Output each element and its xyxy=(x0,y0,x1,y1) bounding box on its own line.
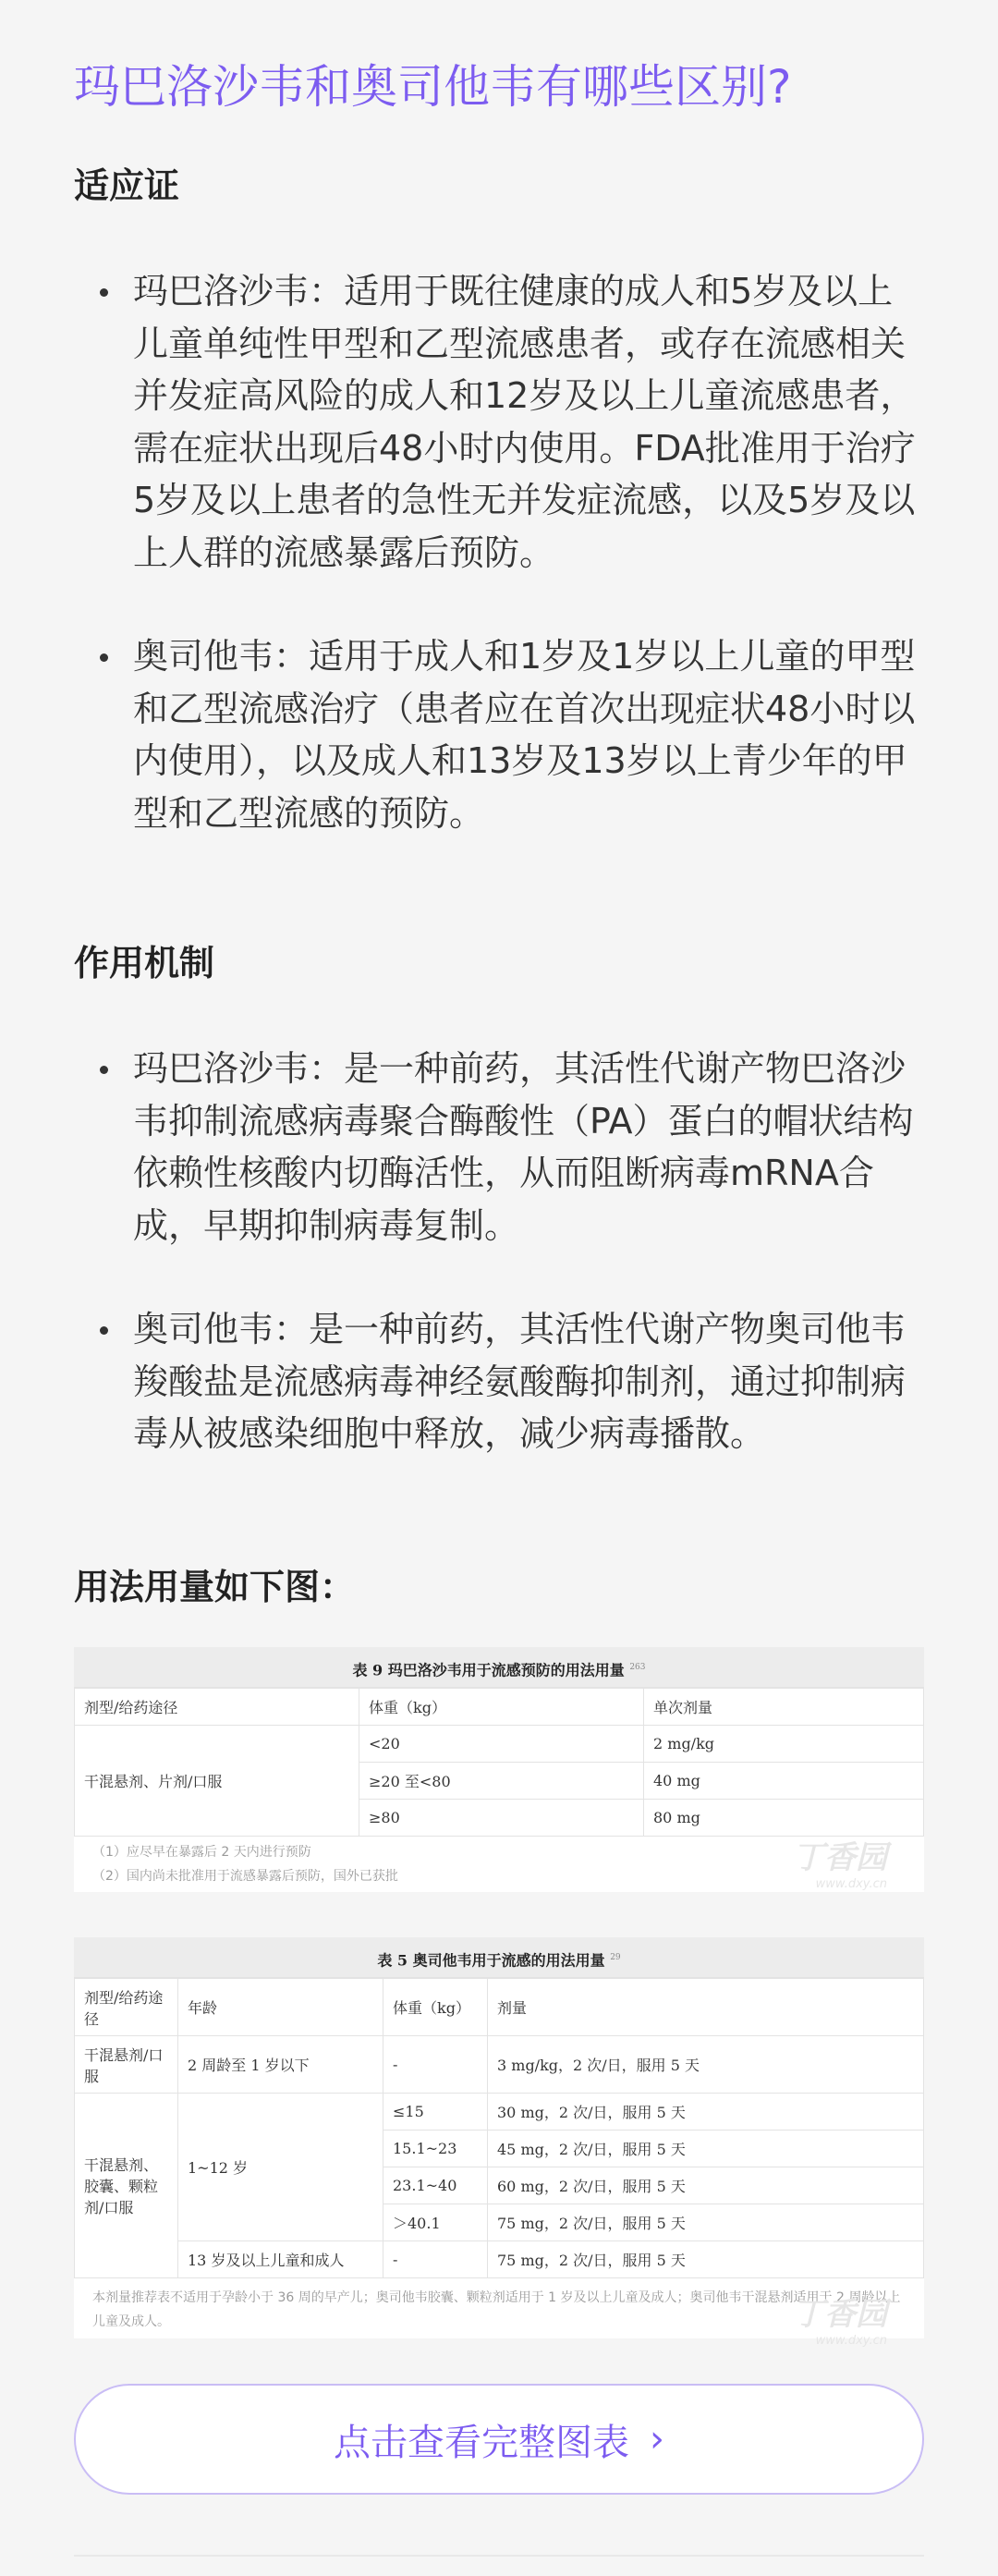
table-cell: 60 mg，2 次/日，服用 5 天 xyxy=(488,2167,924,2204)
table-header: 体重（kg） xyxy=(359,1689,644,1726)
section-heading-dosage: 用法用量如下图： xyxy=(74,1567,356,1607)
table-cell: 3 mg/kg，2 次/日，服用 5 天 xyxy=(488,2036,924,2094)
table-header: 年龄 xyxy=(178,1979,383,2036)
watermark-logo: 丁香园 www.dxy.cn xyxy=(793,1839,887,1891)
table-header: 剂型/给药途径 xyxy=(75,1689,359,1726)
table-cell: 干混悬剂、胶囊、颗粒剂/口服 xyxy=(75,2094,178,2278)
list-item: 奥司他韦：是一种前药，其活性代谢产物奥司他韦羧酸盐是流感病毒神经氨酸酶抑制剂，通过抑制病毒从被感染细胞中释放，减少病毒播散。 xyxy=(74,1303,924,1460)
mechanism-list xyxy=(74,1043,924,1512)
table-cell: - xyxy=(383,2036,488,2094)
table-cell: 45 mg，2 次/日，服用 5 天 xyxy=(488,2130,924,2167)
table-header: 单次剂量 xyxy=(644,1689,924,1726)
table-header: 剂量 xyxy=(488,1979,924,2036)
table-cell: <20 xyxy=(359,1726,644,1763)
table-cell: 75 mg，2 次/日，服用 5 天 xyxy=(488,2204,924,2241)
section-heading-indications: 适应证 xyxy=(74,165,180,206)
table-header: 剂型/给药途径 xyxy=(75,1979,178,2036)
table-cell: 80 mg xyxy=(644,1800,924,1837)
table-cell: ≥80 xyxy=(359,1800,644,1837)
divider xyxy=(74,2555,924,2557)
table-notes: （1）应尽早在暴露后 2 天内进行预防 （2）国内尚未批准用于流感暴露后预防，国外已获批 xyxy=(74,1837,924,1892)
table-caption: 表 5 奥司他韦用于流感的用法用量 $^{29}$ xyxy=(74,1937,924,1978)
table-cell: 2 mg/kg xyxy=(644,1726,924,1763)
list-item: 奥司他韦：适用于成人和1岁及1岁以上儿童的甲型和乙型流感治疗（患者应在首次出现症状48小时以内使用），以及成人和13岁及13岁以上青少年的甲型和乙型流感的预防。 xyxy=(74,630,924,839)
view-full-chart-label: 点击查看完整图表 xyxy=(334,2421,629,2464)
table-cell: 干混悬剂、片剂/口服 xyxy=(75,1726,359,1837)
table-cell: - xyxy=(383,2241,488,2278)
view-full-chart-button[interactable] xyxy=(74,2384,924,2495)
table-cell: ≤15 xyxy=(383,2094,488,2130)
table-cell: 75 mg，2 次/日，服用 5 天 xyxy=(488,2241,924,2278)
table-notes: 本剂量推荐表不适用于孕龄小于 36 周的早产儿；奥司他韦胶囊、颗粒剂适用于 1 岁及以上儿童及成人；奥司他韦干混悬剂适用于 2 周龄以上儿童及成人。 xyxy=(74,2278,924,2338)
dosage-table-baloxavir[interactable] xyxy=(74,1647,924,1891)
chevron-right-icon: › xyxy=(650,2418,664,2460)
list-item: 玛巴洛沙韦：是一种前药，其活性代谢产物巴洛沙韦抑制流感病毒聚合酶酸性（PA）蛋白的帽状结构依赖性核酸内切酶活性，从而阻断病毒mRNA合成，早期抑制病毒复制。 xyxy=(74,1043,924,1251)
table-header: 体重（kg） xyxy=(383,1979,488,2036)
table-cell: ＞40.1 xyxy=(383,2204,488,2241)
page-title: 玛巴洛沙韦和奥司他韦有哪些区别? xyxy=(74,60,792,114)
dosage-table-oseltamivir[interactable] xyxy=(74,1937,924,2348)
table-cell: 1~12 岁 xyxy=(178,2094,383,2241)
table-cell: ≥20 至<80 xyxy=(359,1763,644,1800)
list-item: 玛巴洛沙韦：适用于既往健康的成人和5岁及以上儿童单纯性甲型和乙型流感患者，或存在流感相关并发症高风险的成人和12岁及以上儿童流感患者，需在症状出现后48小时内使用。FDA批准用于治疗5岁及以上患者的急性无并发症流感，以及5岁及以上人群的流感暴露后预防。 xyxy=(74,265,924,579)
table-cell: 13 岁及以上儿童和成人 xyxy=(178,2241,383,2278)
table-cell: 23.1~40 xyxy=(383,2167,488,2204)
table-cell: 干混悬剂/口服 xyxy=(75,2036,178,2094)
table-caption: 表 9 玛巴洛沙韦用于流感预防的用法用量 $^{263}$ xyxy=(74,1647,924,1688)
indications-list xyxy=(74,265,924,891)
section-heading-mechanism: 作用机制 xyxy=(74,943,215,983)
table-cell: 15.1~23 xyxy=(383,2130,488,2167)
table-cell: 30 mg，2 次/日，服用 5 天 xyxy=(488,2094,924,2130)
table-cell: 2 周龄至 1 岁以下 xyxy=(178,2036,383,2094)
table-cell: 40 mg xyxy=(644,1763,924,1800)
watermark-logo: 丁香园 www.dxy.cn xyxy=(793,2296,887,2348)
